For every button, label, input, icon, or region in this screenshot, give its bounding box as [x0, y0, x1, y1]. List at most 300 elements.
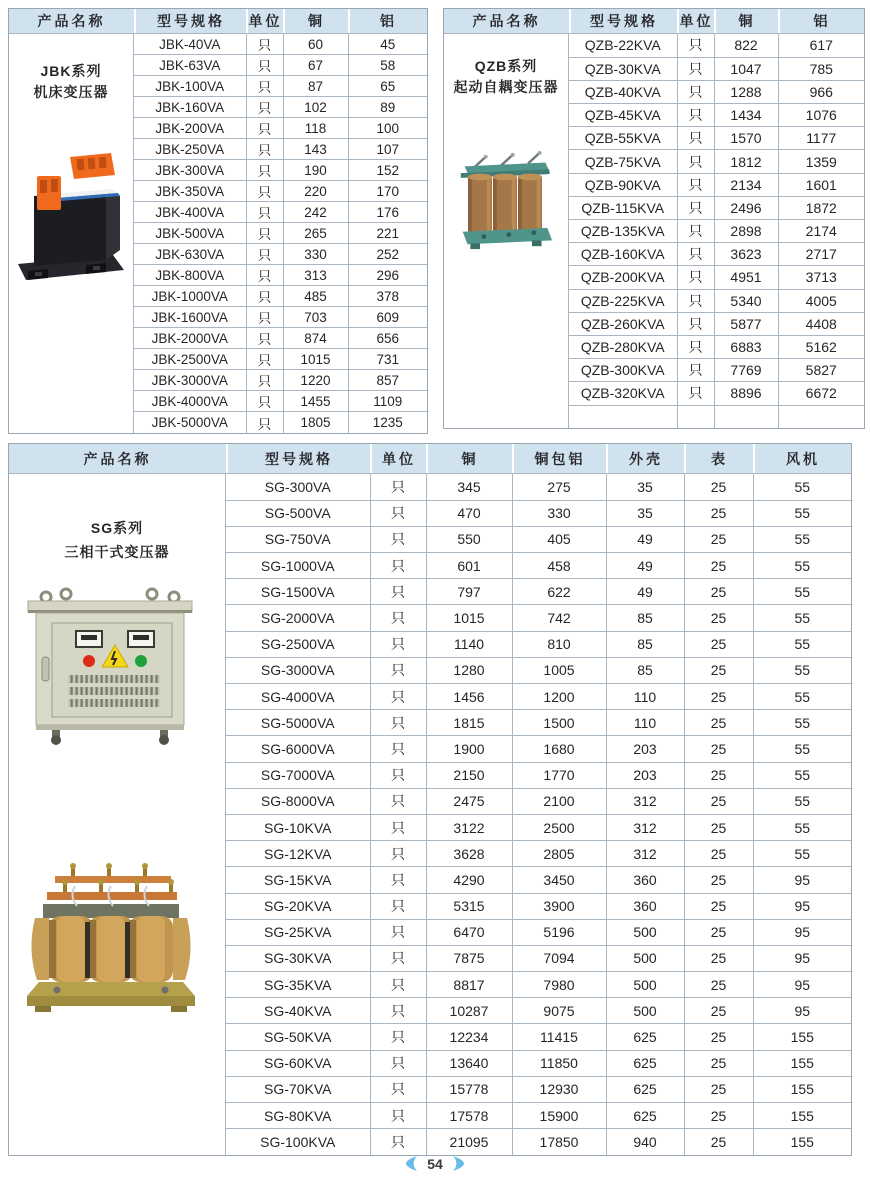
table-cell: 3628: [426, 841, 512, 867]
table-cell: 1900: [426, 736, 512, 762]
table-cell: [778, 405, 864, 428]
table-row: [226, 814, 851, 840]
table-cell: 只: [677, 173, 714, 196]
table-row: [226, 684, 851, 710]
table-cell: 25: [684, 684, 753, 710]
product-cell: [444, 34, 569, 428]
table-cell: 只: [246, 139, 283, 160]
table-cell: 只: [677, 382, 714, 405]
table-cell: 11850: [512, 1050, 606, 1076]
table-cell: 500: [606, 919, 684, 945]
table-cell: SG-50KVA: [226, 1024, 370, 1050]
table-row: [226, 710, 851, 736]
table-cell: 25: [684, 788, 753, 814]
table-cell: SG-15KVA: [226, 867, 370, 893]
table-cell: 1601: [778, 173, 864, 196]
table-cell: 只: [246, 76, 283, 97]
table-cell: 242: [283, 202, 348, 223]
table-cell: 49: [606, 553, 684, 579]
table-cell: 只: [370, 474, 426, 500]
column-header: 铝: [778, 9, 864, 33]
table-cell: 只: [370, 972, 426, 998]
table-cell: 6883: [714, 335, 778, 358]
table-row: [134, 265, 427, 286]
table-cell: 55: [753, 474, 851, 500]
table-cell: JBK-3000VA: [134, 370, 246, 391]
column-header: 铜: [714, 9, 778, 33]
table-cell: 656: [348, 328, 427, 349]
table-cell: 只: [677, 289, 714, 312]
table-row: [134, 160, 427, 181]
table-cell: SG-300VA: [226, 474, 370, 500]
table-row: [226, 893, 851, 919]
table-cell: 60: [283, 34, 348, 55]
table-row: [569, 312, 864, 335]
table-row: [569, 150, 864, 173]
table-cell: 只: [246, 349, 283, 370]
table-cell: 1815: [426, 710, 512, 736]
table-cell: 58: [348, 55, 427, 76]
table-cell: JBK-100VA: [134, 76, 246, 97]
table-cell: 95: [753, 998, 851, 1024]
table-cell: 55: [753, 788, 851, 814]
table-cell: 25: [684, 1024, 753, 1050]
table-cell: 只: [677, 243, 714, 266]
table-cell: 7094: [512, 945, 606, 971]
table-cell: [714, 405, 778, 428]
table-row: [226, 762, 851, 788]
table-row: [226, 1050, 851, 1076]
table-row: [226, 500, 851, 526]
table-cell: 252: [348, 244, 427, 265]
table-cell: JBK-5000VA: [134, 412, 246, 433]
table-cell: 只: [677, 80, 714, 103]
table-row: [569, 80, 864, 103]
table-cell: 152: [348, 160, 427, 181]
table-cell: 822: [714, 34, 778, 57]
table-row: [134, 76, 427, 97]
jbk-transformer-image: [14, 150, 129, 288]
table-row: [226, 972, 851, 998]
table-cell: 8896: [714, 382, 778, 405]
table-cell: 190: [283, 160, 348, 181]
table-cell: 15778: [426, 1076, 512, 1102]
table-cell: 1047: [714, 57, 778, 80]
product-series-line: 起动自耦变压器: [453, 79, 559, 95]
table-header-row: [9, 9, 427, 34]
table-cell: 2500: [512, 814, 606, 840]
product-series-line: 机床变压器: [33, 84, 109, 100]
table-row: [134, 349, 427, 370]
table-cell: 155: [753, 1024, 851, 1050]
table-cell: SG-5000VA: [226, 710, 370, 736]
column-header: 产品名称: [472, 13, 541, 29]
table-cell: QZB-45KVA: [569, 104, 677, 127]
table-cell: 118: [283, 118, 348, 139]
table-cell: 1570: [714, 127, 778, 150]
table-cell: 55: [753, 736, 851, 762]
table-cell: 1280: [426, 657, 512, 683]
table-cell: QZB-200KVA: [569, 266, 677, 289]
table-cell: 107: [348, 139, 427, 160]
table-cell: 1805: [283, 412, 348, 433]
table-cell: 1359: [778, 150, 864, 173]
table-cell: 275: [512, 474, 606, 500]
table-cell: 只: [370, 1024, 426, 1050]
table-cell: 89: [348, 97, 427, 118]
table-cell: 只: [246, 34, 283, 55]
table-cell: 731: [348, 349, 427, 370]
table-cell: 857: [348, 370, 427, 391]
table-cell: JBK-500VA: [134, 223, 246, 244]
table-cell: 1455: [283, 391, 348, 412]
table-cell: SG-750VA: [226, 526, 370, 552]
table-cell: 1005: [512, 657, 606, 683]
table-cell: 9075: [512, 998, 606, 1024]
table-row: [569, 173, 864, 196]
page-number: 54: [427, 1155, 443, 1172]
column-header: 型号规格: [226, 444, 370, 473]
table-cell: 25: [684, 1103, 753, 1129]
table-cell: 25: [684, 919, 753, 945]
table-cell: 12234: [426, 1024, 512, 1050]
table-cell: 只: [677, 312, 714, 335]
table-cell: 1177: [778, 127, 864, 150]
page-footer: [0, 1155, 870, 1173]
table-row: [226, 631, 851, 657]
table-cell: 6470: [426, 919, 512, 945]
sg-data-grid: [226, 474, 851, 1155]
table-cell: SG-100KVA: [226, 1129, 370, 1155]
table-cell: 221: [348, 223, 427, 244]
table-cell: 只: [677, 150, 714, 173]
column-header: 单位: [370, 444, 426, 473]
table-cell: 49: [606, 579, 684, 605]
sg-open-frame-transformer-image: [21, 854, 201, 1022]
table-cell: 25: [684, 1050, 753, 1076]
table-row: [226, 657, 851, 683]
table-cell: 2150: [426, 762, 512, 788]
table-cell: 只: [246, 391, 283, 412]
table-cell: 只: [677, 57, 714, 80]
table-cell: 只: [370, 841, 426, 867]
table-cell: 25: [684, 500, 753, 526]
table-cell: 1288: [714, 80, 778, 103]
table-row: [226, 919, 851, 945]
table-row: [134, 55, 427, 76]
table-cell: 25: [684, 867, 753, 893]
table-cell: JBK-4000VA: [134, 391, 246, 412]
table-row: [226, 1103, 851, 1129]
table-cell: 55: [753, 657, 851, 683]
table-cell: SG-12KVA: [226, 841, 370, 867]
table-cell: 只: [370, 1103, 426, 1129]
table-cell: 176: [348, 202, 427, 223]
table-cell: 只: [370, 1050, 426, 1076]
table-cell: JBK-400VA: [134, 202, 246, 223]
table-cell: 11415: [512, 1024, 606, 1050]
table-cell: SG-3000VA: [226, 657, 370, 683]
table-cell: 55: [753, 631, 851, 657]
column-header: 型号规格: [569, 9, 677, 33]
table-cell: 2717: [778, 243, 864, 266]
table-cell: 只: [246, 55, 283, 76]
table-cell: 只: [370, 788, 426, 814]
table-cell: 25: [684, 945, 753, 971]
table-cell: 203: [606, 762, 684, 788]
table-cell: 625: [606, 1050, 684, 1076]
table-cell: JBK-630VA: [134, 244, 246, 265]
table-cell: 25: [684, 1129, 753, 1155]
table-cell: 703: [283, 307, 348, 328]
table-cell: 345: [426, 474, 512, 500]
table-cell: 1872: [778, 196, 864, 219]
table-cell: 55: [753, 710, 851, 736]
table-cell: 2898: [714, 220, 778, 243]
table-cell: 742: [512, 605, 606, 631]
table-cell: 155: [790, 1134, 814, 1151]
table-row: [134, 307, 427, 328]
table-row: [226, 1024, 851, 1050]
table-cell: SG-70KVA: [226, 1076, 370, 1102]
table-cell: 只: [246, 286, 283, 307]
table-cell: 49: [606, 526, 684, 552]
table-row: [226, 867, 851, 893]
table-row: [569, 266, 864, 289]
table-cell: 35: [606, 500, 684, 526]
table-cell: 只: [246, 307, 283, 328]
table-cell: 只: [246, 97, 283, 118]
table-cell: 55: [753, 684, 851, 710]
page-prev-crescent-icon: [405, 1155, 418, 1172]
table-row: [134, 181, 427, 202]
table-cell: SG-2500VA: [226, 631, 370, 657]
table-cell: 95: [753, 893, 851, 919]
table-cell: 只: [370, 919, 426, 945]
table-cell: 55: [753, 553, 851, 579]
table-cell: 155: [753, 1076, 851, 1102]
table-row: [569, 196, 864, 219]
qzb-transformer-image: [455, 146, 555, 256]
table-cell: 只: [677, 359, 714, 382]
table-cell: JBK-160VA: [134, 97, 246, 118]
table-cell: 只: [677, 196, 714, 219]
table-cell: 只: [677, 127, 714, 150]
table-cell: SG-40KVA: [226, 998, 370, 1024]
table-cell: 只: [246, 202, 283, 223]
table-row: [226, 998, 851, 1024]
table-cell: 25: [684, 893, 753, 919]
table-cell: QZB-75KVA: [569, 150, 677, 173]
table-cell: 6672: [778, 382, 864, 405]
column-header: 产品名称: [37, 13, 106, 29]
table-cell: 85: [606, 631, 684, 657]
table-cell: SG-8000VA: [226, 788, 370, 814]
table-row: [569, 57, 864, 80]
table-cell: 330: [283, 244, 348, 265]
table-row: [226, 841, 851, 867]
table-cell: [569, 405, 677, 428]
table-cell: 313: [283, 265, 348, 286]
table-cell: SG-2000VA: [226, 605, 370, 631]
table-row: [569, 289, 864, 312]
table-cell: QZB-300KVA: [569, 359, 677, 382]
table-cell: 296: [348, 265, 427, 286]
table-cell: 25: [684, 553, 753, 579]
table-row: [226, 736, 851, 762]
table-cell: 85: [606, 605, 684, 631]
table-cell: SG-6000VA: [226, 736, 370, 762]
table-cell: JBK-1600VA: [134, 307, 246, 328]
table-cell: 55: [753, 762, 851, 788]
table-cell: 100: [348, 118, 427, 139]
jbk-data-grid: [134, 34, 427, 433]
table-cell: JBK-2000VA: [134, 328, 246, 349]
table-cell: 10287: [426, 998, 512, 1024]
table-cell: QZB-160KVA: [569, 243, 677, 266]
table-cell: 8817: [426, 972, 512, 998]
product-series-line: JBK系列: [40, 63, 102, 79]
table-cell: 110: [606, 710, 684, 736]
table-cell: 330: [512, 500, 606, 526]
table-cell: 966: [778, 80, 864, 103]
column-header: 铜: [283, 9, 348, 33]
table-cell: 4005: [778, 289, 864, 312]
product-series-line: 三相干式变压器: [64, 544, 170, 560]
table-cell: QZB-115KVA: [569, 196, 677, 219]
table-cell: 458: [512, 553, 606, 579]
table-cell: 874: [283, 328, 348, 349]
table-row: [134, 286, 427, 307]
table-cell: 500: [606, 998, 684, 1024]
table-cell: 45: [348, 34, 427, 55]
table-cell: 7875: [426, 945, 512, 971]
table-cell: 只: [370, 998, 426, 1024]
table-cell: 2100: [512, 788, 606, 814]
table-cell: 只: [370, 526, 426, 552]
table-cell: 7769: [714, 359, 778, 382]
table-cell: 485: [283, 286, 348, 307]
table-cell: JBK-40VA: [134, 34, 246, 55]
table-cell: 25: [684, 841, 753, 867]
column-header: 铜包铝: [512, 444, 606, 473]
table-cell: QZB-22KVA: [569, 34, 677, 57]
table-cell: SG-20KVA: [226, 893, 370, 919]
table-cell: 25: [684, 736, 753, 762]
table-cell: 312: [606, 788, 684, 814]
table-row: [226, 579, 851, 605]
table-cell: 25: [684, 814, 753, 840]
table-cell: 25: [684, 710, 753, 736]
table-cell: 25: [684, 579, 753, 605]
table-cell: 55: [753, 500, 851, 526]
table-cell: 55: [753, 814, 851, 840]
table-cell: QZB-90KVA: [569, 173, 677, 196]
table-cell: SG-1500VA: [226, 579, 370, 605]
table-cell: 55: [753, 841, 851, 867]
table-cell: 470: [426, 500, 512, 526]
qzb-price-table: [443, 8, 865, 429]
page-next-crescent-icon: [452, 1155, 465, 1172]
table-cell: 25: [684, 474, 753, 500]
table-cell: 1235: [372, 415, 403, 431]
table-cell: 940: [606, 1129, 684, 1155]
table-cell: 312: [606, 814, 684, 840]
table-row: [226, 1076, 851, 1102]
table-cell: 只: [370, 945, 426, 971]
table-cell: 只: [370, 710, 426, 736]
table-cell: SG-10KVA: [226, 814, 370, 840]
table-cell: 25: [684, 1076, 753, 1102]
column-header: 外壳: [606, 444, 684, 473]
table-cell: 只: [677, 335, 714, 358]
table-cell: 3900: [512, 893, 606, 919]
table-cell: QZB-260KVA: [569, 312, 677, 335]
column-header: 产品名称: [83, 450, 152, 467]
table-row: [134, 328, 427, 349]
table-cell: 601: [426, 553, 512, 579]
table-row: [569, 243, 864, 266]
table-cell: 只: [246, 412, 283, 433]
table-cell: SG-4000VA: [226, 684, 370, 710]
table-cell: 只: [370, 631, 426, 657]
table-cell: 622: [512, 579, 606, 605]
table-row: [134, 370, 427, 391]
table-cell: 35: [606, 474, 684, 500]
table-row: [569, 220, 864, 243]
table-header-row: [444, 9, 864, 34]
table-cell: JBK-250VA: [134, 139, 246, 160]
table-cell: 只: [677, 220, 714, 243]
table-cell: QZB-320KVA: [569, 382, 677, 405]
table-cell: 25: [684, 972, 753, 998]
table-cell: QZB-135KVA: [569, 220, 677, 243]
product-series-name: [9, 34, 133, 103]
table-cell: 67: [283, 55, 348, 76]
table-row: [569, 34, 864, 57]
table-cell: 378: [348, 286, 427, 307]
table-cell: 5827: [778, 359, 864, 382]
table-cell: 只: [370, 657, 426, 683]
table-cell: JBK-300VA: [134, 160, 246, 181]
table-cell: 只: [370, 500, 426, 526]
table-cell: 797: [426, 579, 512, 605]
table-cell: 102: [283, 97, 348, 118]
table-cell: 1680: [512, 736, 606, 762]
table-cell: 只: [370, 762, 426, 788]
table-cell: 只: [370, 867, 426, 893]
table-cell: 只: [677, 104, 714, 127]
table-cell: 3122: [426, 814, 512, 840]
table-cell: 617: [778, 34, 864, 57]
table-cell: SG-500VA: [226, 500, 370, 526]
table-cell: 625: [606, 1076, 684, 1102]
table-cell: SG-7000VA: [226, 762, 370, 788]
table-cell: 只: [246, 244, 283, 265]
table-row: [569, 382, 864, 405]
table-cell: 810: [512, 631, 606, 657]
table-cell: 只: [677, 266, 714, 289]
table-cell: 只: [246, 160, 283, 181]
table-cell: 155: [753, 1050, 851, 1076]
table-cell: JBK-350VA: [134, 181, 246, 202]
table-cell: 312: [606, 841, 684, 867]
table-cell: 17578: [426, 1103, 512, 1129]
product-series-line: QZB系列: [474, 58, 538, 74]
table-cell: JBK-200VA: [134, 118, 246, 139]
table-cell: 只: [370, 553, 426, 579]
table-cell: 1015: [283, 349, 348, 370]
